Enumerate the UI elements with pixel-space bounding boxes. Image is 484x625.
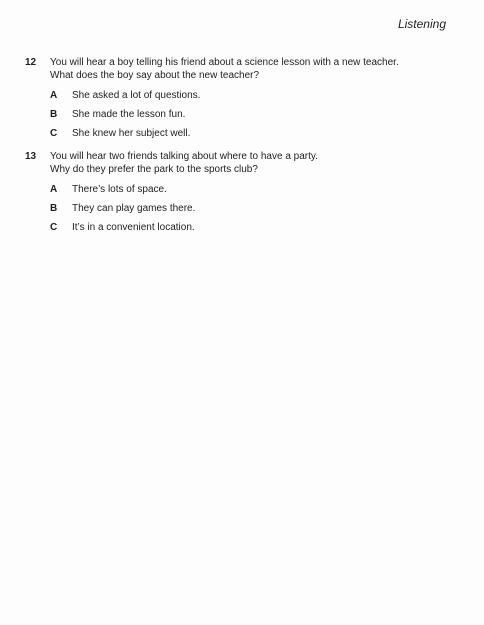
question-stem-line: Why do they prefer the park to the sports club? <box>50 164 258 175</box>
option-text: She knew her subject well. <box>72 128 191 139</box>
question-12 <box>25 56 455 146</box>
question-stem-line: You will hear a boy telling his friend about a science lesson with a new teacher. <box>50 57 399 68</box>
question-13 <box>25 150 455 240</box>
question-number: 12 <box>25 57 37 68</box>
question-stem-line: You will hear two friends talking about where to have a party. <box>50 151 318 162</box>
option-text: They can play games there. <box>72 203 196 214</box>
option-c[interactable] <box>50 127 455 140</box>
option-text: It’s in a convenient location. <box>72 222 195 233</box>
option-letter: A <box>50 90 58 101</box>
option-c[interactable] <box>50 221 455 234</box>
option-b[interactable] <box>50 202 455 215</box>
question-stem-line: What does the boy say about the new teacher? <box>50 70 260 81</box>
option-text: She made the lesson fun. <box>72 109 186 120</box>
question-stem <box>50 150 455 176</box>
section-title: Listening <box>397 17 446 31</box>
option-b[interactable] <box>50 108 455 121</box>
question-stem <box>50 56 455 82</box>
option-a[interactable] <box>50 183 455 196</box>
answer-options <box>50 183 455 234</box>
option-text: She asked a lot of questions. <box>72 90 201 101</box>
question-number: 13 <box>25 151 37 162</box>
option-text: There’s lots of space. <box>72 184 167 195</box>
option-letter: C <box>50 222 58 233</box>
answer-options <box>50 89 455 140</box>
option-letter: B <box>50 109 58 120</box>
option-letter: B <box>50 203 58 214</box>
option-letter: C <box>50 128 58 139</box>
option-a[interactable] <box>50 89 455 102</box>
option-letter: A <box>50 184 58 195</box>
